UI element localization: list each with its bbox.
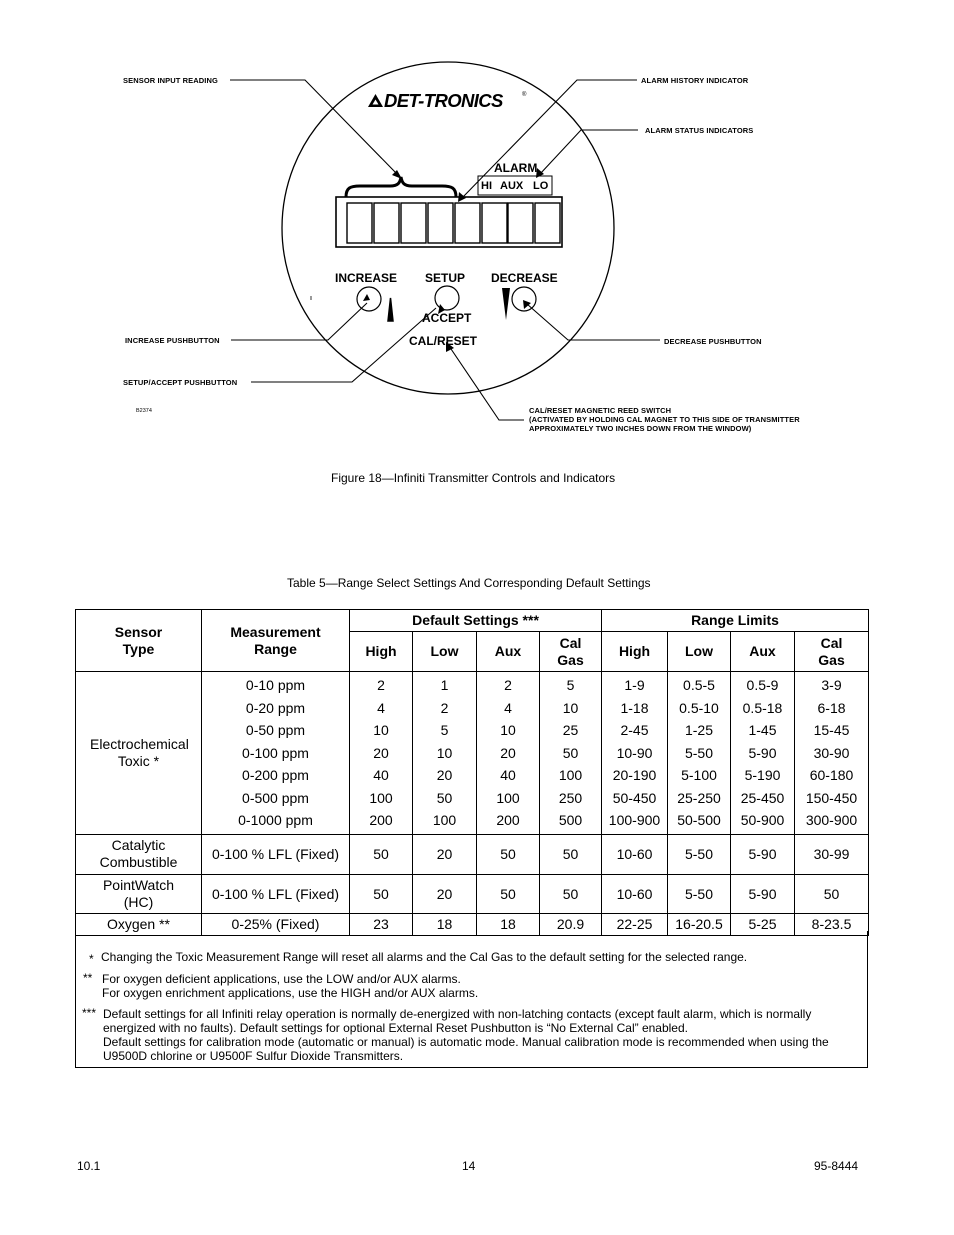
display-digits [347, 203, 560, 243]
cell-value: 50-450 [612, 789, 657, 806]
drawing-number: B2374 [136, 408, 152, 414]
value-cell: 50 [350, 874, 413, 913]
callout-increase-pushbutton: INCREASE PUSHBUTTON [125, 336, 220, 345]
alarm-aux-label: AUX [500, 180, 524, 192]
cell-value: 2 [504, 677, 512, 693]
cell-value: 200 [496, 812, 520, 828]
col-limit-high [602, 672, 668, 835]
value-cell: 5-90 [731, 874, 795, 913]
cell-value: 1-18 [620, 699, 649, 716]
alarm-lo-label: LO [533, 180, 549, 192]
note-2a: For oxygen deficient applications, use the LOW and/or AUX alarms. [102, 972, 461, 986]
cell-value: 0.5-9 [746, 677, 779, 693]
footer-page-number: 14 [462, 1159, 476, 1173]
range-settings-table [75, 609, 869, 936]
cell-value: 40 [373, 767, 389, 783]
cell-value: 20 [373, 744, 389, 761]
value-cell: 10-60 [602, 874, 668, 913]
value-cell: 5-50 [668, 834, 731, 874]
callout-reed-switch-line2: (ACTIVATED BY HOLDING CAL MAGNET TO THIS SIDE OF TRANSMITTER [529, 415, 800, 424]
col-limit-cal [795, 672, 869, 835]
callout-reed-switch-line3: APPROXIMATELY TWO INCHES DOWN FROM THE WINDOW) [529, 424, 752, 433]
sensor-digits-brace [346, 177, 456, 197]
table-caption: Table 5—Range Select Settings And Corresponding Default Settings [287, 576, 651, 590]
cell-value: 50-900 [740, 812, 785, 828]
alarm-label: ALARM [494, 161, 538, 175]
cell-value: 4 [504, 699, 512, 716]
cell-value: 300-900 [805, 812, 858, 828]
value-cell: 5-90 [731, 834, 795, 874]
note-3-mark: *** [82, 1006, 97, 1020]
cell-value: 250 [558, 789, 583, 806]
col-default-low [413, 672, 477, 835]
cell-value: 200 [369, 812, 393, 828]
note-3b: energized with no faults). Default settings for optional External Reset Pushbutton is “No External Cal” enabled. [103, 1021, 688, 1035]
range-cell: 0-100 % LFL (Fixed) [202, 834, 350, 874]
footer-revision: 10.1 [77, 1159, 101, 1173]
callout-sensor-input: SENSOR INPUT READING [123, 76, 218, 85]
cell-value: 20 [500, 744, 516, 761]
cell-value: 50 [436, 789, 453, 806]
cell-value: 100 [369, 789, 393, 806]
det-tronics-logo: DET-TRONICS [384, 90, 503, 111]
value-cell: 50 [477, 874, 540, 913]
note-3c: Default settings for calibration mode (automatic or manual) is automatic mode. Manual calibration mode is recommended when using the [103, 1035, 829, 1049]
cell-value: 40 [500, 767, 516, 783]
cell-value: 0-100 ppm [242, 744, 309, 761]
subheader-limit-cal-gas: Cal Gas [795, 632, 869, 672]
header-measurement-range: Measurement Range [202, 610, 350, 672]
cell-value: 10 [436, 744, 453, 761]
sensor-type-cell: Catalytic Combustible [76, 834, 202, 874]
cell-value: 0.5-10 [679, 699, 719, 716]
cell-value: 5 [566, 677, 575, 693]
cell-value: 1-9 [624, 677, 645, 693]
value-cell: 50 [477, 834, 540, 874]
cell-value: 100 [496, 789, 520, 806]
callout-alarm-status: ALARM STATUS INDICATORS [645, 126, 754, 135]
display-window [336, 197, 562, 247]
cell-value: 0-500 ppm [242, 789, 309, 806]
det-tronics-logo-icon [368, 94, 383, 107]
cell-value: 0-1000 ppm [238, 812, 313, 828]
callout-setup-pushbutton: SETUP/ACCEPT PUSHBUTTON [123, 378, 238, 387]
cell-value: 5-90 [748, 744, 777, 761]
alarm-hi-label: HI [481, 180, 492, 192]
cell-value: 25-450 [740, 789, 785, 806]
value-cell: 5-25 [731, 913, 795, 935]
cell-value: 2 [440, 699, 449, 716]
sensor-type-electrochemical: Electrochemical Toxic * [76, 672, 202, 835]
subheader-high: High [350, 632, 413, 672]
cell-value: 0-20 ppm [245, 699, 306, 716]
cell-value: 10 [500, 722, 516, 738]
note-3a: Default settings for all Infiniti relay operation is normally de-energized with non-latching contacts (except fault alarm, which is normally [103, 1007, 812, 1021]
cell-value: 0-200 ppm [242, 767, 309, 783]
note-2-mark: ** [83, 971, 93, 985]
cell-value: 1-45 [748, 722, 777, 738]
value-cell: 22-25 [602, 913, 668, 935]
cal-reset-label: CAL/RESET [409, 334, 478, 348]
footer-document-number: 95-8444 [814, 1159, 859, 1173]
col-default-cal [540, 672, 602, 835]
cell-value: 20-190 [612, 767, 657, 783]
subheader-cal-gas: Cal Gas [540, 632, 602, 672]
subheader-limit-low: Low [668, 632, 731, 672]
header-default-settings: Default Settings *** [350, 610, 602, 632]
range-cell: 0-100 % LFL (Fixed) [202, 874, 350, 913]
cell-value: 100 [432, 812, 457, 828]
subheader-limit-aux: Aux [731, 632, 795, 672]
cell-value: 25 [562, 722, 579, 738]
value-cell: 23 [350, 913, 413, 935]
value-cell: 20.9 [540, 913, 602, 935]
value-cell: 18 [413, 913, 477, 935]
value-cell: 20 [413, 834, 477, 874]
note-2b: For oxygen enrichment applications, use the HIGH and/or AUX alarms. [102, 986, 479, 1000]
decrease-arrow-icon [502, 288, 510, 320]
col-limit-aux [731, 672, 795, 835]
callout-decrease-pushbutton: DECREASE PUSHBUTTON [664, 337, 762, 346]
cell-value: 25-250 [677, 789, 721, 806]
subheader-aux: Aux [477, 632, 540, 672]
value-cell: 10-60 [602, 834, 668, 874]
cell-value: 6-18 [817, 699, 846, 716]
increase-arrow-icon [388, 298, 393, 321]
leader-lines [230, 80, 660, 420]
cell-value: 60-180 [809, 767, 854, 783]
cell-value: 4 [377, 699, 385, 716]
value-cell: 50 [795, 874, 869, 913]
accept-label: ACCEPT [422, 311, 472, 325]
cell-value: 3-9 [821, 677, 842, 693]
cell-value: 5-190 [744, 767, 781, 783]
cell-value: 500 [558, 812, 583, 828]
callout-reed-switch-line1: CAL/RESET MAGNETIC REED SWITCH [529, 406, 672, 415]
cell-value: 0-50 ppm [245, 722, 306, 738]
setup-accept-pushbutton[interactable] [435, 286, 459, 310]
table-row [76, 834, 869, 874]
callout-alarm-history: ALARM HISTORY INDICATOR [641, 76, 749, 85]
cell-value: 0.5-5 [683, 677, 715, 693]
table-notes [75, 931, 868, 1068]
value-cell: 8-23.5 [795, 913, 869, 935]
value-cell: 30-99 [795, 834, 869, 874]
value-cell: 18 [477, 913, 540, 935]
col-default-high [350, 672, 413, 835]
subheader-low: Low [413, 632, 477, 672]
value-cell: 16-20.5 [668, 913, 731, 935]
cell-value: 20 [436, 767, 453, 783]
cell-value: 2 [377, 677, 385, 693]
setup-label: SETUP [425, 271, 466, 285]
cell-value: 5-100 [681, 767, 717, 783]
cell-value: 5-50 [684, 744, 714, 761]
value-cell: 20 [413, 874, 477, 913]
registered-mark: ® [522, 92, 527, 98]
col-default-aux [477, 672, 540, 835]
cell-value: 100 [558, 767, 583, 783]
cell-value: 10 [373, 722, 389, 738]
cell-value: 0.5-18 [742, 699, 783, 716]
cell-value: 1-25 [684, 722, 714, 738]
cell-value: 15-45 [813, 722, 850, 738]
cell-value: 30-90 [813, 744, 850, 761]
cell-value: 50-500 [677, 812, 721, 828]
col-limit-low [668, 672, 731, 835]
note-1-mark: * [89, 952, 94, 966]
value-cell: 5-50 [668, 874, 731, 913]
cell-value: 50 [562, 744, 579, 761]
cell-value: 1 [440, 677, 449, 693]
subheader-limit-high: High [602, 632, 668, 672]
value-cell: 50 [540, 834, 602, 874]
decrease-label: DECREASE [491, 271, 558, 285]
increase-label: INCREASE [335, 271, 398, 285]
value-cell: 50 [350, 834, 413, 874]
cell-value: 2-45 [620, 722, 649, 738]
range-cell: 0-25% (Fixed) [202, 913, 350, 935]
col-measurement-range [202, 672, 350, 835]
header-sensor-type: Sensor Type [76, 610, 202, 672]
sensor-type-cell: PointWatch (HC) [76, 874, 202, 913]
cell-value: 10-90 [616, 744, 653, 761]
sensor-type-cell: Oxygen ** [76, 913, 202, 935]
cell-value: 5 [440, 722, 449, 738]
cell-value: 100-900 [608, 812, 661, 828]
header-range-limits: Range Limits [602, 610, 869, 632]
cell-value: 0-10 ppm [245, 677, 306, 693]
value-cell: 50 [540, 874, 602, 913]
note-1: Changing the Toxic Measurement Range will reset all alarms and the Cal Gas to the default setting for the selected range. [101, 950, 748, 964]
cell-value: 10 [562, 699, 579, 716]
table-row [76, 874, 869, 913]
figure-caption: Figure 18—Infiniti Transmitter Controls and Indicators [331, 471, 616, 485]
note-3d: U9500D chlorine or U9500F Sulfur Dioxide Transmitters. [103, 1049, 404, 1063]
cell-value: 150-450 [805, 789, 858, 806]
